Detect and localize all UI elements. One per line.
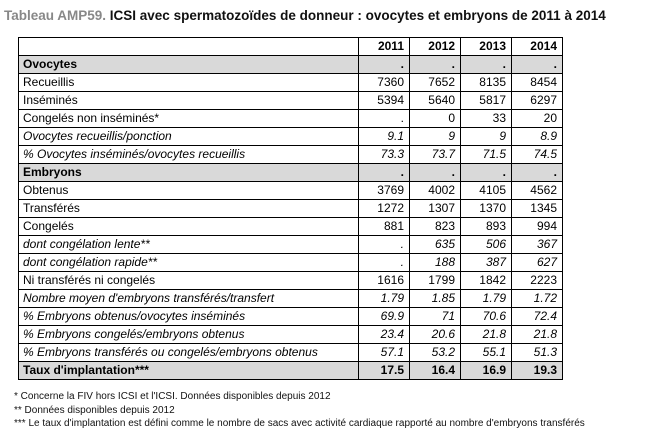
row-label: Recueillis (19, 74, 359, 92)
table-row (19, 182, 563, 200)
row-label: Transférés (19, 200, 359, 218)
value-cell: 7360 (359, 74, 410, 92)
year-header: 2011 (359, 38, 410, 56)
table-code: Tableau AMP59. (4, 8, 107, 23)
table-row (19, 254, 563, 272)
year-header: 2012 (410, 38, 461, 56)
footnote: * Concerne la FIV hors ICSI et l'ICSI. Données disponibles depuis 2012 (14, 391, 331, 402)
table-row (19, 326, 563, 344)
value-cell: 53.2 (410, 344, 461, 362)
value-cell: . (359, 110, 410, 128)
value-cell: 19.3 (512, 362, 563, 380)
value-cell: 1616 (359, 272, 410, 290)
data-table (18, 37, 563, 380)
value-cell: 188 (410, 254, 461, 272)
value-cell: 3769 (359, 182, 410, 200)
value-cell: 1799 (410, 272, 461, 290)
table-row (19, 200, 563, 218)
value-cell: 21.8 (461, 326, 512, 344)
footnote: ** Données disponibles depuis 2012 (14, 404, 175, 416)
value-cell: 51.3 (512, 344, 563, 362)
value-cell: 1.72 (512, 290, 563, 308)
table-row (19, 110, 563, 128)
row-label: % Embryons transférés ou congelés/embryons obtenus (19, 344, 359, 362)
header-empty-cell (19, 38, 359, 56)
value-cell: 8135 (461, 74, 512, 92)
value-cell: . (359, 236, 410, 254)
row-label: Obtenus (19, 182, 359, 200)
value-cell: 2223 (512, 272, 563, 290)
value-cell: 23.4 (359, 326, 410, 344)
value-cell: 21.8 (512, 326, 563, 344)
value-cell: 1.79 (359, 290, 410, 308)
value-cell: 8.9 (512, 128, 563, 146)
value-cell: 1.79 (461, 290, 512, 308)
value-cell: 8454 (512, 74, 563, 92)
value-cell: . (410, 164, 461, 182)
value-cell: 893 (461, 218, 512, 236)
value-cell: 4002 (410, 182, 461, 200)
value-cell: 73.7 (410, 146, 461, 164)
row-label: Congelés (19, 218, 359, 236)
value-cell: 627 (512, 254, 563, 272)
footnote: *** Le taux d'implantation est défini comme le nombre de sacs avec activité cardiaque rapporté au nombre d'embryons transférés (14, 418, 585, 429)
value-cell: 387 (461, 254, 512, 272)
header-row (19, 38, 563, 56)
table-row (19, 272, 563, 290)
table-row (19, 308, 563, 326)
value-cell: 1.85 (410, 290, 461, 308)
value-cell: 72.4 (512, 308, 563, 326)
value-cell: 635 (410, 236, 461, 254)
row-label: % Embryons obtenus/ovocytes inséminés (19, 308, 359, 326)
value-cell: 16.4 (410, 362, 461, 380)
table-row (19, 218, 563, 236)
table-row (19, 146, 563, 164)
value-cell: . (359, 56, 410, 74)
value-cell: 20 (512, 110, 563, 128)
value-cell: 74.5 (512, 146, 563, 164)
value-cell: 994 (512, 218, 563, 236)
value-cell: . (512, 56, 563, 74)
table-row (19, 362, 563, 380)
value-cell: 70.6 (461, 308, 512, 326)
value-cell: 71 (410, 308, 461, 326)
value-cell: 20.6 (410, 326, 461, 344)
row-label: % Embryons congelés/embryons obtenus (19, 326, 359, 344)
value-cell: 9 (461, 128, 512, 146)
table-row (19, 290, 563, 308)
row-label: % Ovocytes inséminés/ovocytes recueillis (19, 146, 359, 164)
table-row (19, 56, 563, 74)
value-cell: 367 (512, 236, 563, 254)
value-cell: . (461, 56, 512, 74)
row-label: Ni transférés ni congelés (19, 272, 359, 290)
value-cell: 881 (359, 218, 410, 236)
row-label: Congelés non inséminés* (19, 110, 359, 128)
row-label: Embryons (19, 164, 359, 182)
table-row (19, 164, 563, 182)
table-row (19, 344, 563, 362)
year-header: 2014 (512, 38, 563, 56)
value-cell: 33 (461, 110, 512, 128)
table-row (19, 92, 563, 110)
value-cell: 7652 (410, 74, 461, 92)
year-header: 2013 (461, 38, 512, 56)
value-cell: 5394 (359, 92, 410, 110)
value-cell: . (410, 56, 461, 74)
value-cell: 57.1 (359, 344, 410, 362)
value-cell: 506 (461, 236, 512, 254)
value-cell: . (461, 164, 512, 182)
value-cell: 9 (410, 128, 461, 146)
table-row (19, 74, 563, 92)
value-cell: 1370 (461, 200, 512, 218)
value-cell: 4105 (461, 182, 512, 200)
row-label: Inséminés (19, 92, 359, 110)
value-cell: 1272 (359, 200, 410, 218)
row-label: Taux d'implantation*** (19, 362, 359, 380)
value-cell: 0 (410, 110, 461, 128)
row-label: Nombre moyen d'embryons transférés/transfert (19, 290, 359, 308)
value-cell: 823 (410, 218, 461, 236)
table-row (19, 128, 563, 146)
value-cell: 1307 (410, 200, 461, 218)
value-cell: 69.9 (359, 308, 410, 326)
value-cell: 73.3 (359, 146, 410, 164)
value-cell: 16.9 (461, 362, 512, 380)
value-cell: 4562 (512, 182, 563, 200)
value-cell: 71.5 (461, 146, 512, 164)
value-cell: 1842 (461, 272, 512, 290)
row-label: Ovocytes (19, 56, 359, 74)
value-cell: 17.5 (359, 362, 410, 380)
value-cell: . (359, 254, 410, 272)
table-row (19, 236, 563, 254)
row-label: dont congélation rapide** (19, 254, 359, 272)
value-cell: 9.1 (359, 128, 410, 146)
value-cell: 5640 (410, 92, 461, 110)
table-title (4, 8, 606, 23)
value-cell: 55.1 (461, 344, 512, 362)
table-title-text: ICSI avec spermatozoïdes de donneur : ovocytes et embryons de 2011 à 2014 (106, 8, 606, 23)
footnotes (14, 390, 585, 431)
table-body (19, 56, 563, 380)
value-cell: . (359, 164, 410, 182)
row-label: dont congélation lente** (19, 236, 359, 254)
value-cell: . (512, 164, 563, 182)
value-cell: 1345 (512, 200, 563, 218)
row-label: Ovocytes recueillis/ponction (19, 128, 359, 146)
value-cell: 6297 (512, 92, 563, 110)
value-cell: 5817 (461, 92, 512, 110)
